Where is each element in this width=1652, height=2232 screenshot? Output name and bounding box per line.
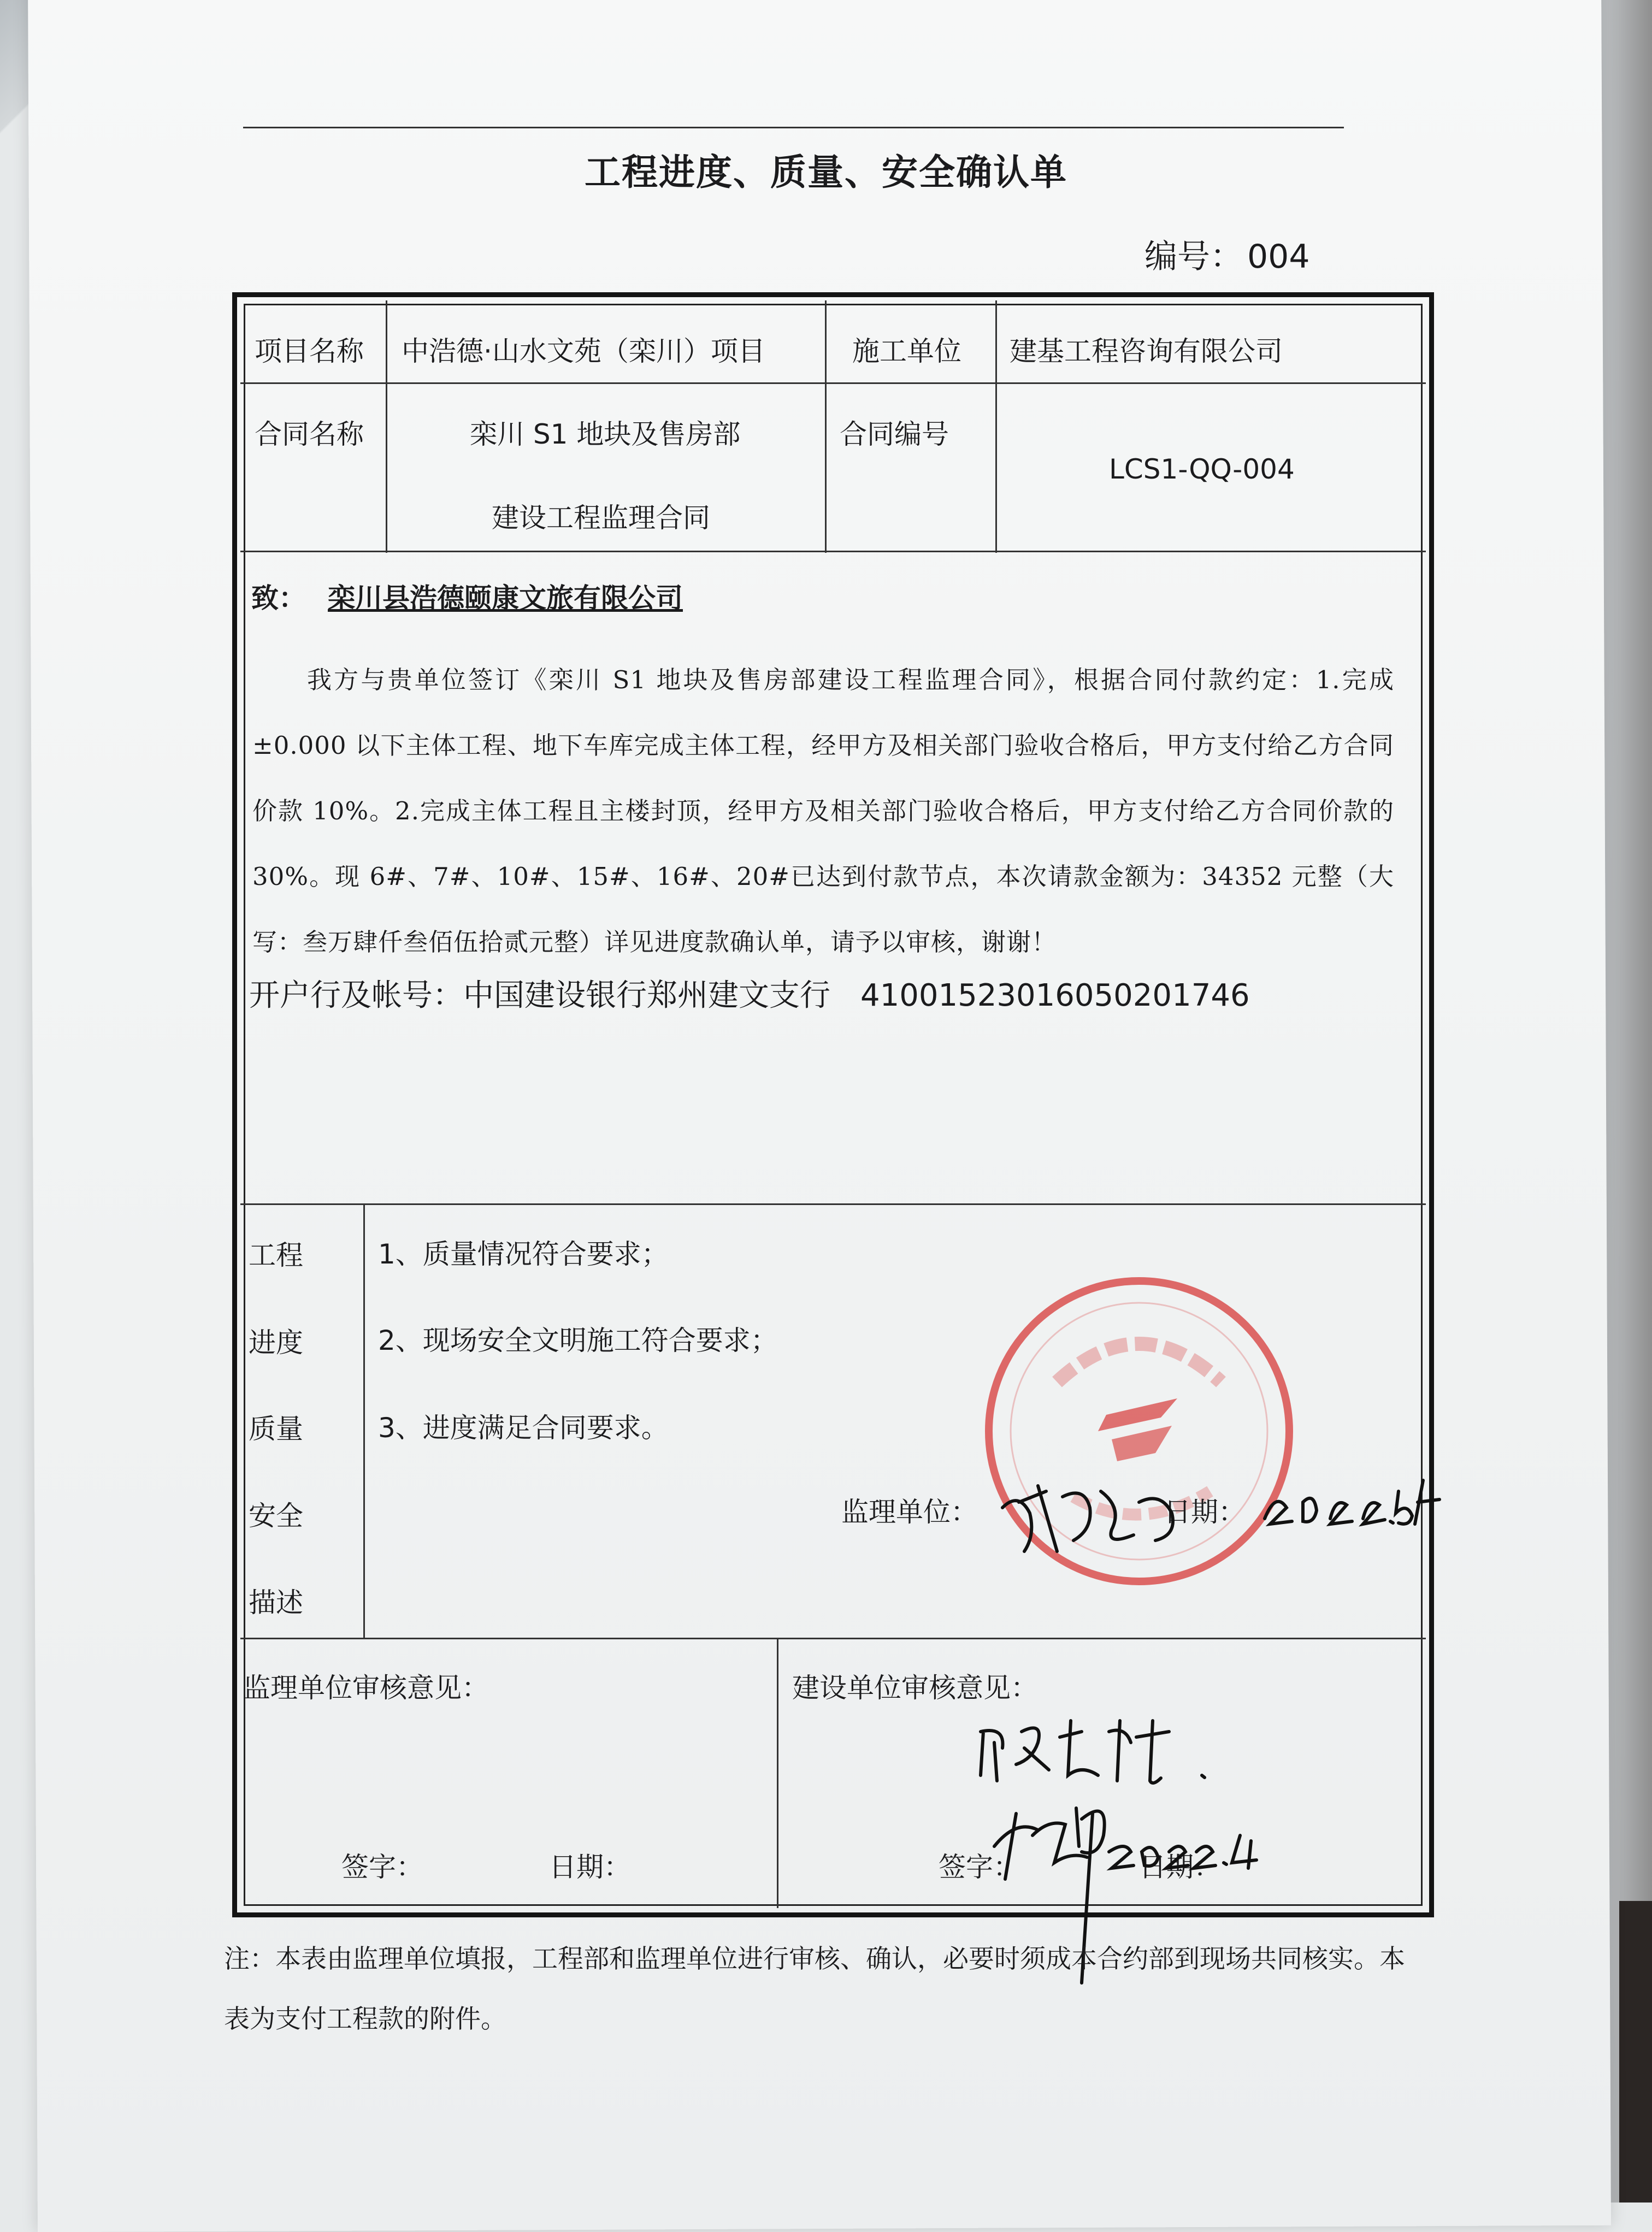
grid-line <box>240 551 1426 552</box>
builder-opinion-label: 建设单位审核意见： <box>792 1672 1038 1704</box>
builder-opinion-handwritten <box>972 1710 1235 1792</box>
description-item: 1、质量情况符合要求； <box>378 1238 669 1270</box>
description-item: 2、现场安全文明施工符合要求； <box>378 1325 778 1356</box>
contract-name-line2: 建设工程监理合同 <box>492 502 710 534</box>
side-label: 进度 <box>249 1327 303 1359</box>
grid-line <box>240 382 1426 384</box>
addressee-organization: 栾川县浩德颐康文旅有限公司 <box>328 582 683 614</box>
builder-label: 施工单位 <box>852 335 961 367</box>
bank-account: 41001523016050201746 <box>860 978 1250 1013</box>
document-title: 工程进度、质量、安全确认单 <box>585 151 1067 193</box>
document-number-label: 编号： <box>1144 238 1243 276</box>
supervisor-sign-label: 签字： <box>341 1851 423 1883</box>
supervisor-date-label: 日期： <box>1164 1496 1246 1528</box>
grid-line <box>777 1638 778 1908</box>
addressee-label: 致： <box>251 582 306 614</box>
contract-number-label: 合同编号 <box>840 418 949 450</box>
bank-info <box>249 971 1250 1015</box>
side-label: 安全 <box>249 1500 303 1532</box>
footnote: 注：本表由监理单位填报，工程部和监理单位进行审核、确认，必要时须成本合约部到现场共同核实。本表为支付工程款的附件。 <box>224 1944 1405 2034</box>
grid-line <box>825 300 827 553</box>
grid-line <box>240 1638 1426 1639</box>
addressee <box>251 576 683 616</box>
document-number <box>1144 231 1310 277</box>
header-rule <box>243 127 1344 128</box>
background-dark-surface <box>1619 1901 1652 2203</box>
supervisor-unit-label: 监理单位： <box>841 1496 978 1528</box>
project-name-value: 中浩德·山水文苑（栾川）项目 <box>402 335 765 367</box>
side-label: 工程 <box>249 1239 303 1271</box>
grid-line <box>386 300 387 553</box>
contract-name-line1: 栾川 S1 地块及售房部 <box>470 418 741 450</box>
grid-line <box>995 300 997 553</box>
supervisor-date-handwritten <box>1259 1469 1445 1535</box>
supervisor-opinion-label: 监理单位审核意见： <box>243 1672 489 1704</box>
contract-number-value: LCS1-QQ-004 <box>1109 453 1295 485</box>
description-item: 3、进度满足合同要求。 <box>378 1412 669 1444</box>
side-label: 质量 <box>249 1413 303 1445</box>
side-label: 描述 <box>249 1587 303 1619</box>
project-name-label: 项目名称 <box>255 335 364 367</box>
grid-line <box>363 1203 365 1639</box>
contract-name-label: 合同名称 <box>255 418 364 450</box>
builder-value: 建基工程咨询有限公司 <box>1010 335 1283 367</box>
letter-body: 我方与贵单位签订《栾川 S1 地块及售房部建设工程监理合同》，根据合同付款约定：1.完成±0.000 以下主体工程、地下车库完成主体工程，经甲方及相关部门验收合格后，甲方支付给乙方合同价款 10%。2.完成主体工程且主楼封顶，经甲方及相关部门验收合格后，甲方支付给乙方合同价款的 30%。现 6#、7#、10#、15#、16#、20#已达到付款节点，本次请款金额为：34352 元整（大写：叁万肆仟叁佰伍拾贰元整）详见进度款确认单，请予以审核，谢谢！ <box>252 665 1394 956</box>
builder-sign-label: 签字： <box>939 1851 1020 1883</box>
supervisor-signature <box>997 1469 1205 1562</box>
supervisor-review-date-label: 日期： <box>549 1851 631 1883</box>
grid-line <box>240 1203 1426 1205</box>
builder-review-date-label: 日期： <box>1139 1851 1221 1883</box>
document-number-value: 004 <box>1247 238 1310 276</box>
bank-label: 开户行及帐号：中国建设银行郑州建文支行 <box>249 978 830 1013</box>
